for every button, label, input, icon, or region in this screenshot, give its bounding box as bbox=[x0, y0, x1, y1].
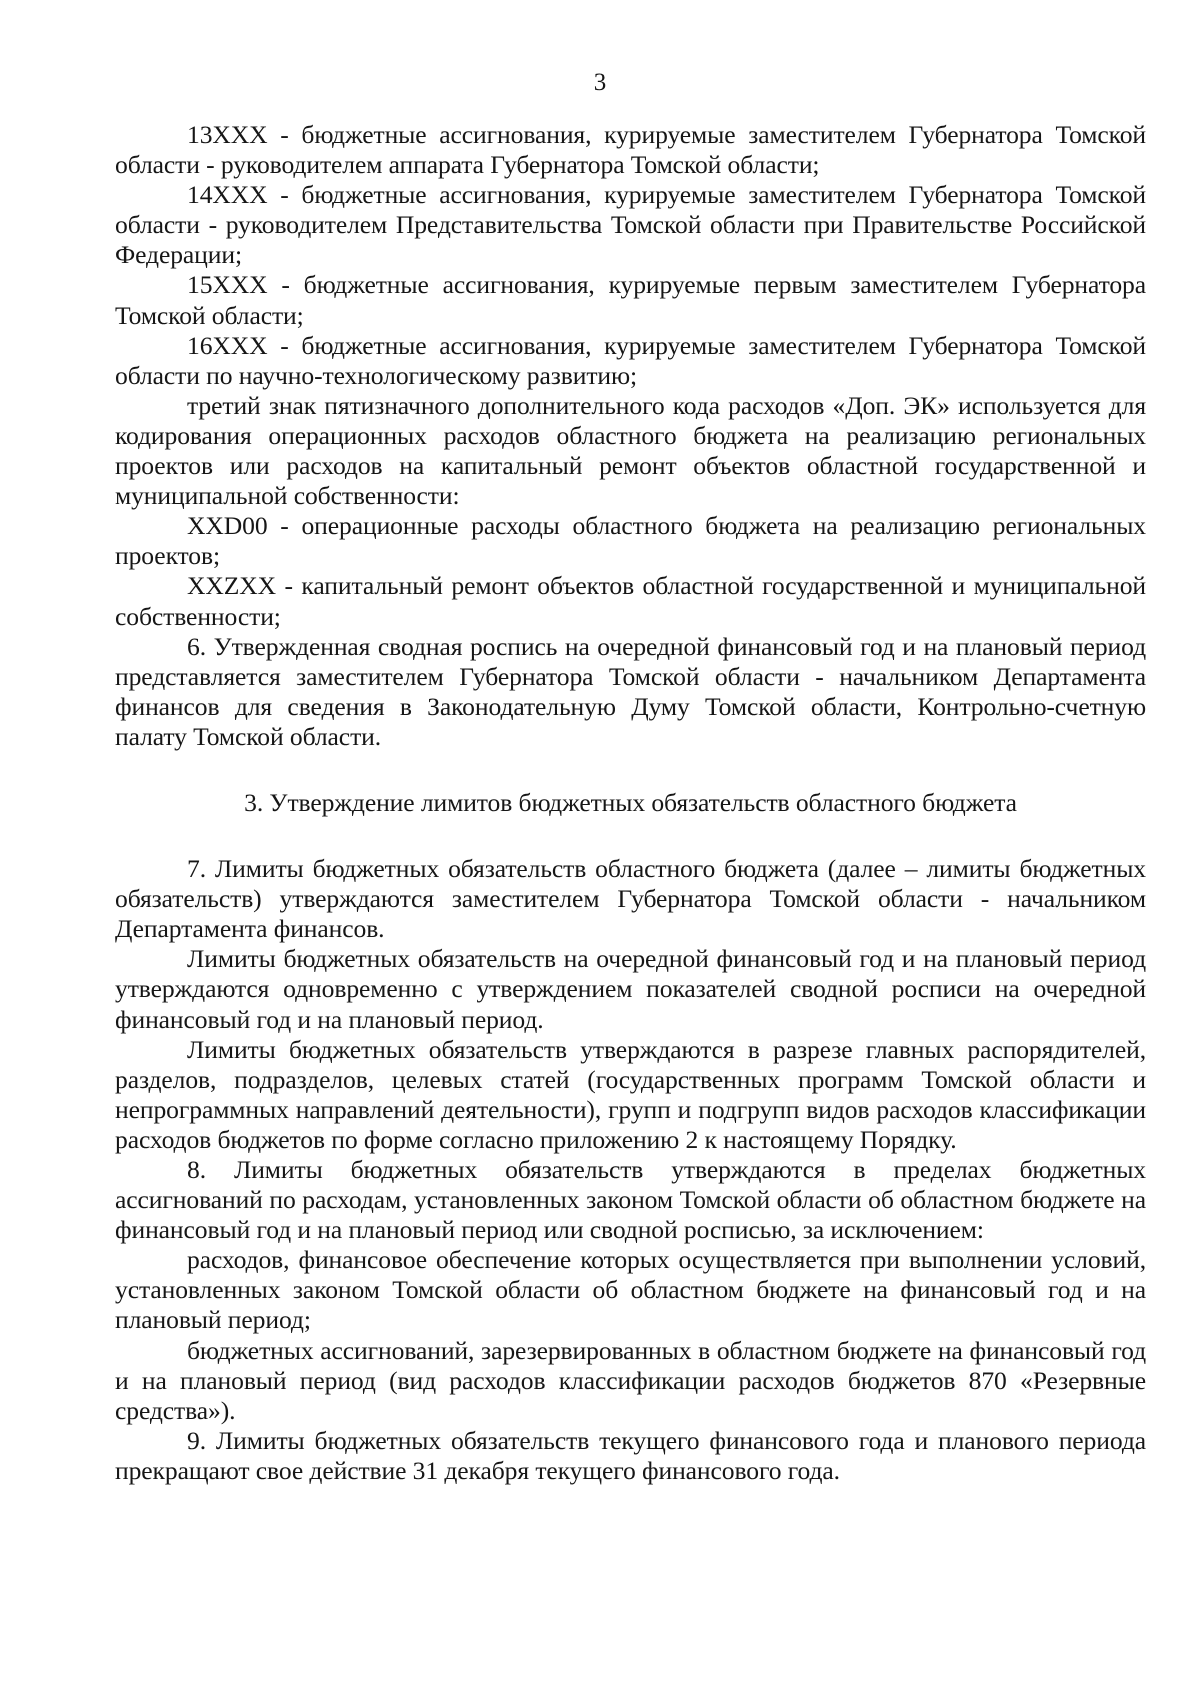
paragraph-exception-reserved: бюджетных ассигнований, зарезервированных в областном бюджете на финансовый год и на плановый период (вид расходов классификации расходов бюджетов 870 «Резервные средства»). bbox=[115, 1335, 1146, 1425]
paragraph-code-13xxx: 13XXX - бюджетные ассигнования, курируемые заместителем Губернатора Томской области - руководителем аппарата Губернатора Томской области; bbox=[115, 120, 1146, 180]
document-body bbox=[115, 120, 1146, 1486]
paragraph-code-16xxx: 16XXX - бюджетные ассигнования, курируемые заместителем Губернатора Томской области по научно-технологическому развитию; bbox=[115, 330, 1146, 390]
page-number: 3 bbox=[593, 69, 607, 96]
section-heading: 3. Утверждение лимитов бюджетных обязательств областного бюджета bbox=[244, 787, 1017, 817]
paragraph-limits-period: Лимиты бюджетных обязательств на очередной финансовый год и на плановый период утверждаются одновременно с утверждением показателей сводной росписи на очередной финансовый год и на плановый период. bbox=[115, 944, 1146, 1034]
paragraph-clause-9: 9. Лимиты бюджетных обязательств текущего финансового года и планового периода прекращают свое действие 31 декабря текущего финансового года. bbox=[115, 1425, 1146, 1485]
paragraph-code-xxd00: XXD00 - операционные расходы областного бюджета на реализацию региональных проектов; bbox=[115, 511, 1146, 571]
paragraph-code-14xxx: 14XXX - бюджетные ассигнования, курируемые заместителем Губернатора Томской области - руководителем Представительства Томской области при Правительстве Российской Федерации; bbox=[115, 180, 1146, 270]
paragraph-code-xxzxx: XXZXX - капитальный ремонт объектов областной государственной и муниципальной собственности; bbox=[115, 571, 1146, 631]
paragraph-limits-breakdown: Лимиты бюджетных обязательств утверждаются в разрезе главных распорядителей, разделов, подразделов, целевых статей (государственных программ Томской области и непрограммных направлений деятельности), групп и подгрупп видов расходов классификации расходов бюджетов по форме согласно приложению 2 к настоящему Порядку. bbox=[115, 1034, 1146, 1154]
paragraph-clause-7: 7. Лимиты бюджетных обязательств областного бюджета (далее – лимиты бюджетных обязательств) утверждаются заместителем Губернатора Томской области - начальником Департамента финансов. bbox=[115, 854, 1146, 944]
paragraph-clause-8: 8. Лимиты бюджетных обязательств утверждаются в пределах бюджетных ассигнований по расходам, установленных законом Томской области об областном бюджете на финансовый год и на плановый период или сводной росписью, за исключением: bbox=[115, 1155, 1146, 1245]
paragraph-exception-conditions: расходов, финансовое обеспечение которых осуществляется при выполнении условий, установленных законом Томской области об областном бюджете на финансовый год и на плановый период; bbox=[115, 1245, 1146, 1335]
paragraph-code-15xxx: 15XXX - бюджетные ассигнования, курируемые первым заместителем Губернатора Томской области; bbox=[115, 270, 1146, 330]
paragraph-clause-6: 6. Утвержденная сводная роспись на очередной финансовый год и на плановый период представляется заместителем Губернатора Томской области - начальником Департамента финансов для сведения в Законодательную Думу Томской области, Контрольно-счетную палату Томской области. bbox=[115, 631, 1146, 751]
paragraph-third-sign: третий знак пятизначного дополнительного кода расходов «Доп. ЭК» используется для кодирования операционных расходов областного бюджета на реализацию региональных проектов или расходов на капитальный ремонт объектов областной государственной и муниципальной собственности: bbox=[115, 390, 1146, 511]
